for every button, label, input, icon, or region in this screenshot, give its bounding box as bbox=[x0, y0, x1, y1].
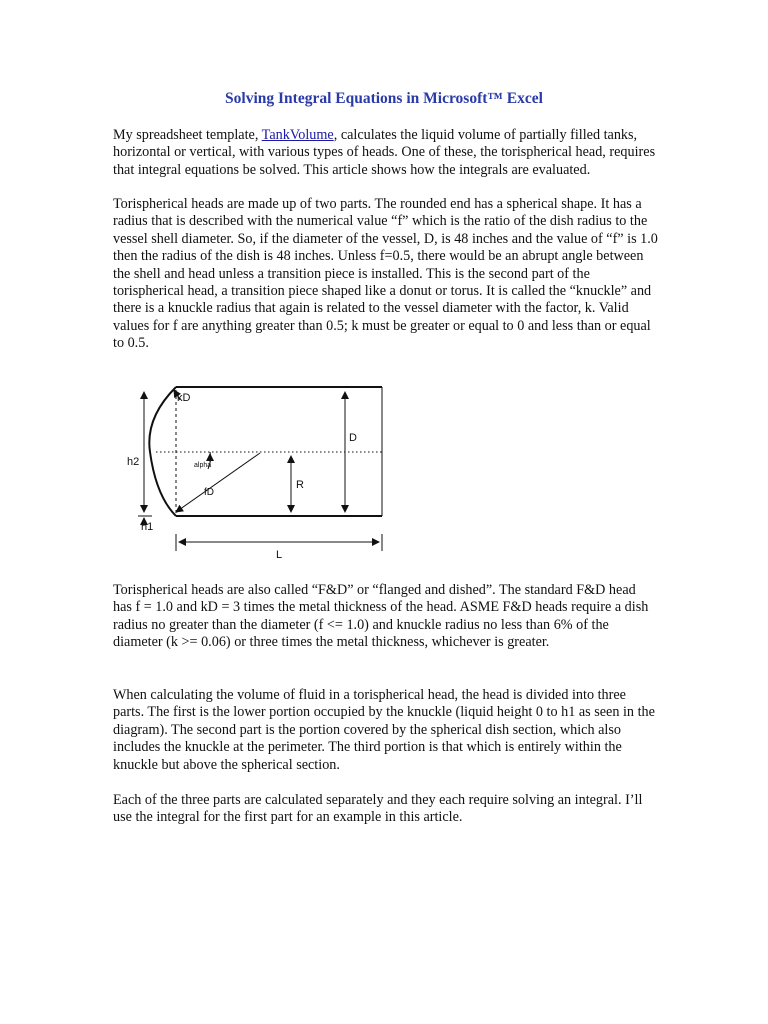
head-curve bbox=[149, 387, 176, 516]
fd-radius-line bbox=[176, 453, 260, 512]
label-d: D bbox=[349, 432, 357, 444]
torispherical-head-diagram bbox=[120, 378, 400, 568]
tankvolume-link[interactable]: TankVolume bbox=[261, 127, 334, 143]
fd-heads-paragraph: Torispherical heads are also called “F&D” or “flanged and dished”. The standard F&D head has f = 1.0 and kD = 3 times the metal thickness of the head. ASME F&D heads require a dish radius no greater than the diameter (f <= 1.0) and knuckle radius no less than 6% of the diameter (k >= 0.06) or three times the metal thickness, whichever is greater. bbox=[113, 582, 649, 651]
label-kd: kD bbox=[177, 392, 191, 404]
integral-intro-paragraph: Each of the three parts are calculated separately and they each require solving an integral. I’ll use the integral for the first part for an example in this article. bbox=[113, 792, 643, 826]
intro-text-before-link: My spreadsheet template, bbox=[113, 127, 262, 143]
volume-calculation-paragraph: When calculating the volume of fluid in a torispherical head, the head is divided into three parts. The first is the lower portion occupied by the knuckle (liquid height 0 to h1 as seen in the diagram). The second part is the portion covered by the spherical dish section, which also includes the knuckle at the perimeter. The third portion is that which is entirely within the knuckle but above the spherical section. bbox=[113, 687, 655, 773]
label-l: L bbox=[276, 549, 283, 561]
label-r: R bbox=[296, 479, 304, 491]
label-fd: fD bbox=[204, 487, 214, 498]
document-title: Solving Integral Equations in Microsoft™ Excel bbox=[225, 90, 543, 107]
label-alpha: alpha bbox=[194, 462, 212, 469]
torispherical-description-paragraph: Torispherical heads are made up of two parts. The rounded end has a spherical shape. It has a radius that is described with the numerical value “f” which is the ratio of the dish radius to the vessel shell diameter. So, if the diameter of the vessel, D, is 48 inches and the value of “f” is 1.0 then the radius of the dish is 48 inches. Unless f=0.5, there would be an abrupt angle between the shell and head unless a transition piece is installed. This is the second part of the torispherical head, a transition piece shaped like a donut or torus. It is called the “knuckle” and there is a knuckle radius that again is related to the vessel diameter with the factor, k. Valid values for f are anything greater than 0.5; k must be greater or equal to 0 and less than or equal to 0.5. bbox=[113, 196, 658, 352]
intro-text-after-link: , calculates the liquid volume of partially filled tanks, horizontal or vertical, with various types of heads. One of these, the torispherical head, requires that integral equations be solved. This article shows how the integrals are evaluated. bbox=[113, 127, 656, 178]
intro-paragraph bbox=[113, 127, 658, 179]
label-h2: h2 bbox=[127, 456, 140, 468]
label-h1: h1 bbox=[141, 521, 154, 533]
